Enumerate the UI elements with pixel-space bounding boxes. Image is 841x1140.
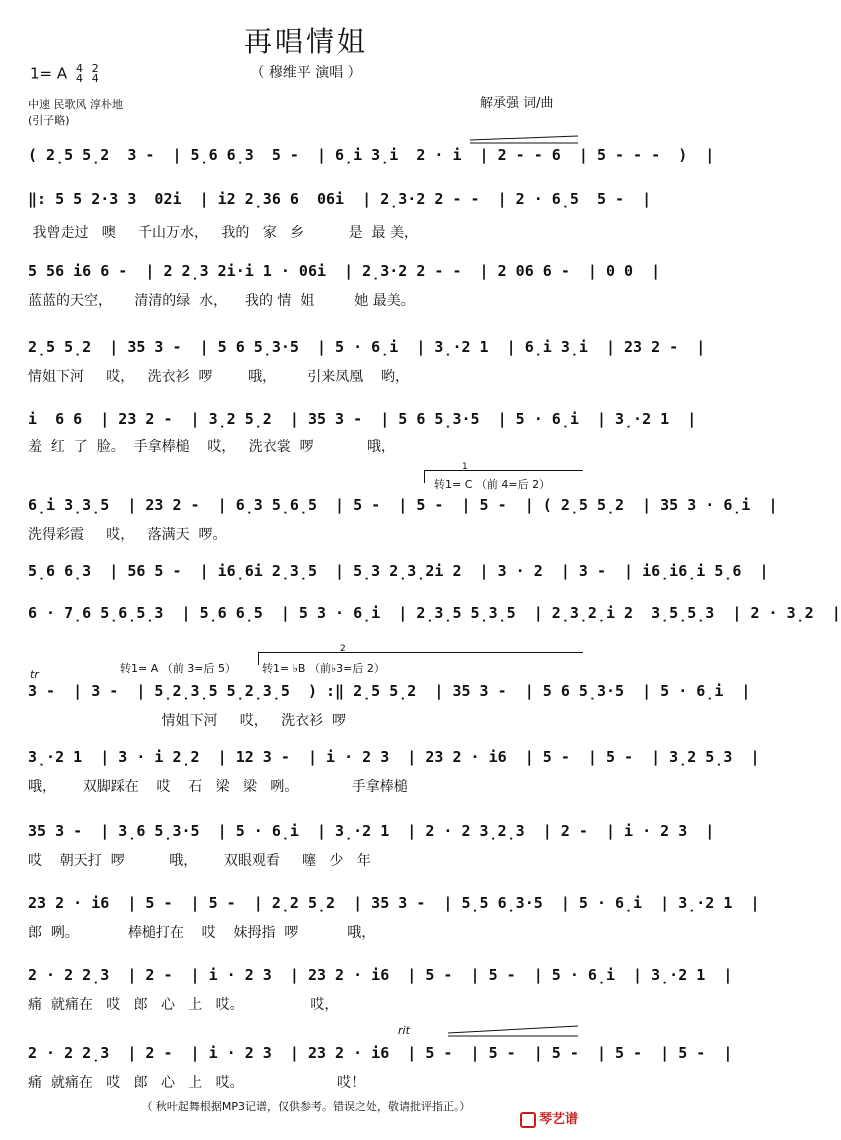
lyricist-composer: 解承强 词/曲: [480, 96, 554, 111]
staff-line-1: ( 2̣5 5̣2 3 - | 5̣6 6̣3 5 - | 6̣i 3̣i 2 · i | 2 - - 6 | 5 - - - ) |: [28, 146, 715, 164]
modulation-bb: 转1= ♭B （前♭3=后 2）: [262, 662, 385, 675]
singer-credit: （ 穆维平 演唱 ）: [250, 65, 362, 81]
staff-line-11: 35 3 - | 3̣6 5̣3·5 | 5 · 6̣i | 3̣·2 1 | 2 · 2 3̣2̣3 | 2 - | i · 2 3 |: [28, 822, 715, 840]
key-label: 1= A: [30, 64, 68, 83]
staff-line-14: 2 · 2 2̣3 | 2 - | i · 2 3 | 23 2 · i6 | 5 - | 5 - | 5 - | 5 - | 5 - |: [28, 1044, 733, 1062]
staff-line-6: 6̣i 3̣3̣5 | 23 2 - | 6̣3 5̣6̣5 | 5 - | 5 - | 5 - | ( 2̣5 5̣2 | 35 3 · 6̣i |: [28, 496, 778, 514]
staff-line-12: 23 2 · i6 | 5 - | 5 - | 2̣2 5̣2 | 35 3 - | 5̣5 6̣3·5 | 5 · 6̣i | 3̣·2 1 |: [28, 894, 760, 912]
staff-line-5: i 6 6 | 23 2 - | 3̣2 5̣2 | 35 3 - | 5 6 5̣3·5 | 5 · 6̣i | 3̣·2 1 |: [28, 410, 697, 428]
lyric-line-11: 哎 朝天打 啰 哦， 双眼观看 噻 少 年: [28, 853, 371, 869]
lyric-line-5: 羞 红 了 脸。 手拿棒槌 哎， 洗衣裳 啰 哦，: [28, 439, 396, 455]
lyric-line-12: 郎 咧。 棒槌打在 哎 妹拇指 啰 哦，: [28, 925, 376, 941]
logo-icon: [520, 1112, 536, 1128]
logo-text: 琴艺谱: [539, 1112, 579, 1127]
lyric-line-13: 痛 就痛在 哎 郎 心 上 哎。 哎，: [28, 997, 339, 1013]
lyric-line-10: 哦， 双脚踩在 哎 石 梁 梁 咧。 手拿棒槌: [28, 779, 408, 795]
staff-line-7: 5̣6 6̣3 | 56 5 - | i6̣6i 2̣3̣5 | 5̣3 2̣3̣2i 2 | 3 · 2 | 3 - | i6̣i6̣i 5̣6 |: [28, 562, 769, 580]
intro-note: (引子略): [28, 114, 70, 127]
site-logo: [520, 1108, 578, 1128]
volta-number-1: 1: [462, 462, 468, 472]
modulation-c: 转1= C （前 4=后 2）: [434, 478, 551, 491]
staff-line-13: 2 · 2 2̣3 | 2 - | i · 2 3 | 23 2 · i6 | 5 - | 5 - | 5 · 6̣i | 3̣·2 1 |: [28, 966, 733, 984]
tempo-style: 中速 民歌风 淳朴地: [28, 98, 123, 111]
modulation-a: 转1= A （前 3=后 5）: [120, 662, 236, 675]
volta-number-2: 2: [340, 644, 346, 654]
lyric-line-6: 洗得彩霞 哎， 落满天 啰。: [28, 527, 227, 543]
trill-marking: tr: [30, 668, 39, 681]
staff-line-3: 5 56 i6 6 - | 2 2̣3 2i·i 1 · 06i | 2̣3·2 2 - - | 2 06 6 - | 0 0 |: [28, 262, 661, 280]
staff-line-10: 3̣·2 1 | 3 · i 2̣2 | 12 3 - | i · 2 3 | 23 2 · i6 | 5 - | 5 - | 3̣2 5̣3 |: [28, 748, 760, 766]
lyric-line-9: 情姐下河 哎， 洗衣衫 啰: [28, 713, 347, 729]
lyric-line-14: 痛 就痛在 哎 郎 心 上 哎。 哎！: [28, 1075, 366, 1091]
lyric-line-2: 我曾走过 噢 千山万水， 我的 家 乡 是 最 美，: [28, 225, 418, 241]
staff-line-8: 6 · 7̣6 5̣6̣5̣3 | 5̣6 6̣5 | 5 3 · 6̣i | 2̣3̣5 5̣3̣5 | 2̣3̣2̣i 2 3̣5̣5̣3 | 2 · 3̣2 |: [28, 604, 841, 622]
ritardando-marking: rit: [398, 1024, 410, 1037]
staff-line-4: 2̣5 5̣2 | 35 3 - | 5 6 5̣3·5 | 5 · 6̣i | 3̣·2 1 | 6̣i 3̣i | 23 2 - |: [28, 338, 706, 356]
lyric-line-4: 情姐下河 哎， 洗衣衫 啰 哦， 引来凤凰 哟，: [28, 369, 410, 385]
staff-line-9: 3 - | 3 - | 5̣2̣3̣5 5̣2̣3̣5 ) :‖ 2̣5 5̣2 | 35 3 - | 5 6 5̣3·5 | 5 · 6̣i |: [28, 682, 751, 700]
time-signature-1: 4 4: [75, 62, 83, 85]
staff-line-2: ‖: 5 5 2·3 3 02i | i2 2̣36 6 06i | 2̣3·2 2 - - | 2 · 6̣5 5 - |: [28, 190, 652, 208]
lyric-line-3: 蓝蓝的天空， 清清的绿 水， 我的 情 姐 她 最美。: [28, 293, 415, 309]
time-signature-2: 2 4: [91, 62, 99, 85]
song-title: 再唱情姐: [243, 25, 368, 58]
transcription-note: （ 秋叶起舞根据MP3记谱，仅供参考。错误之处，敬请批评指正。）: [141, 1100, 471, 1113]
